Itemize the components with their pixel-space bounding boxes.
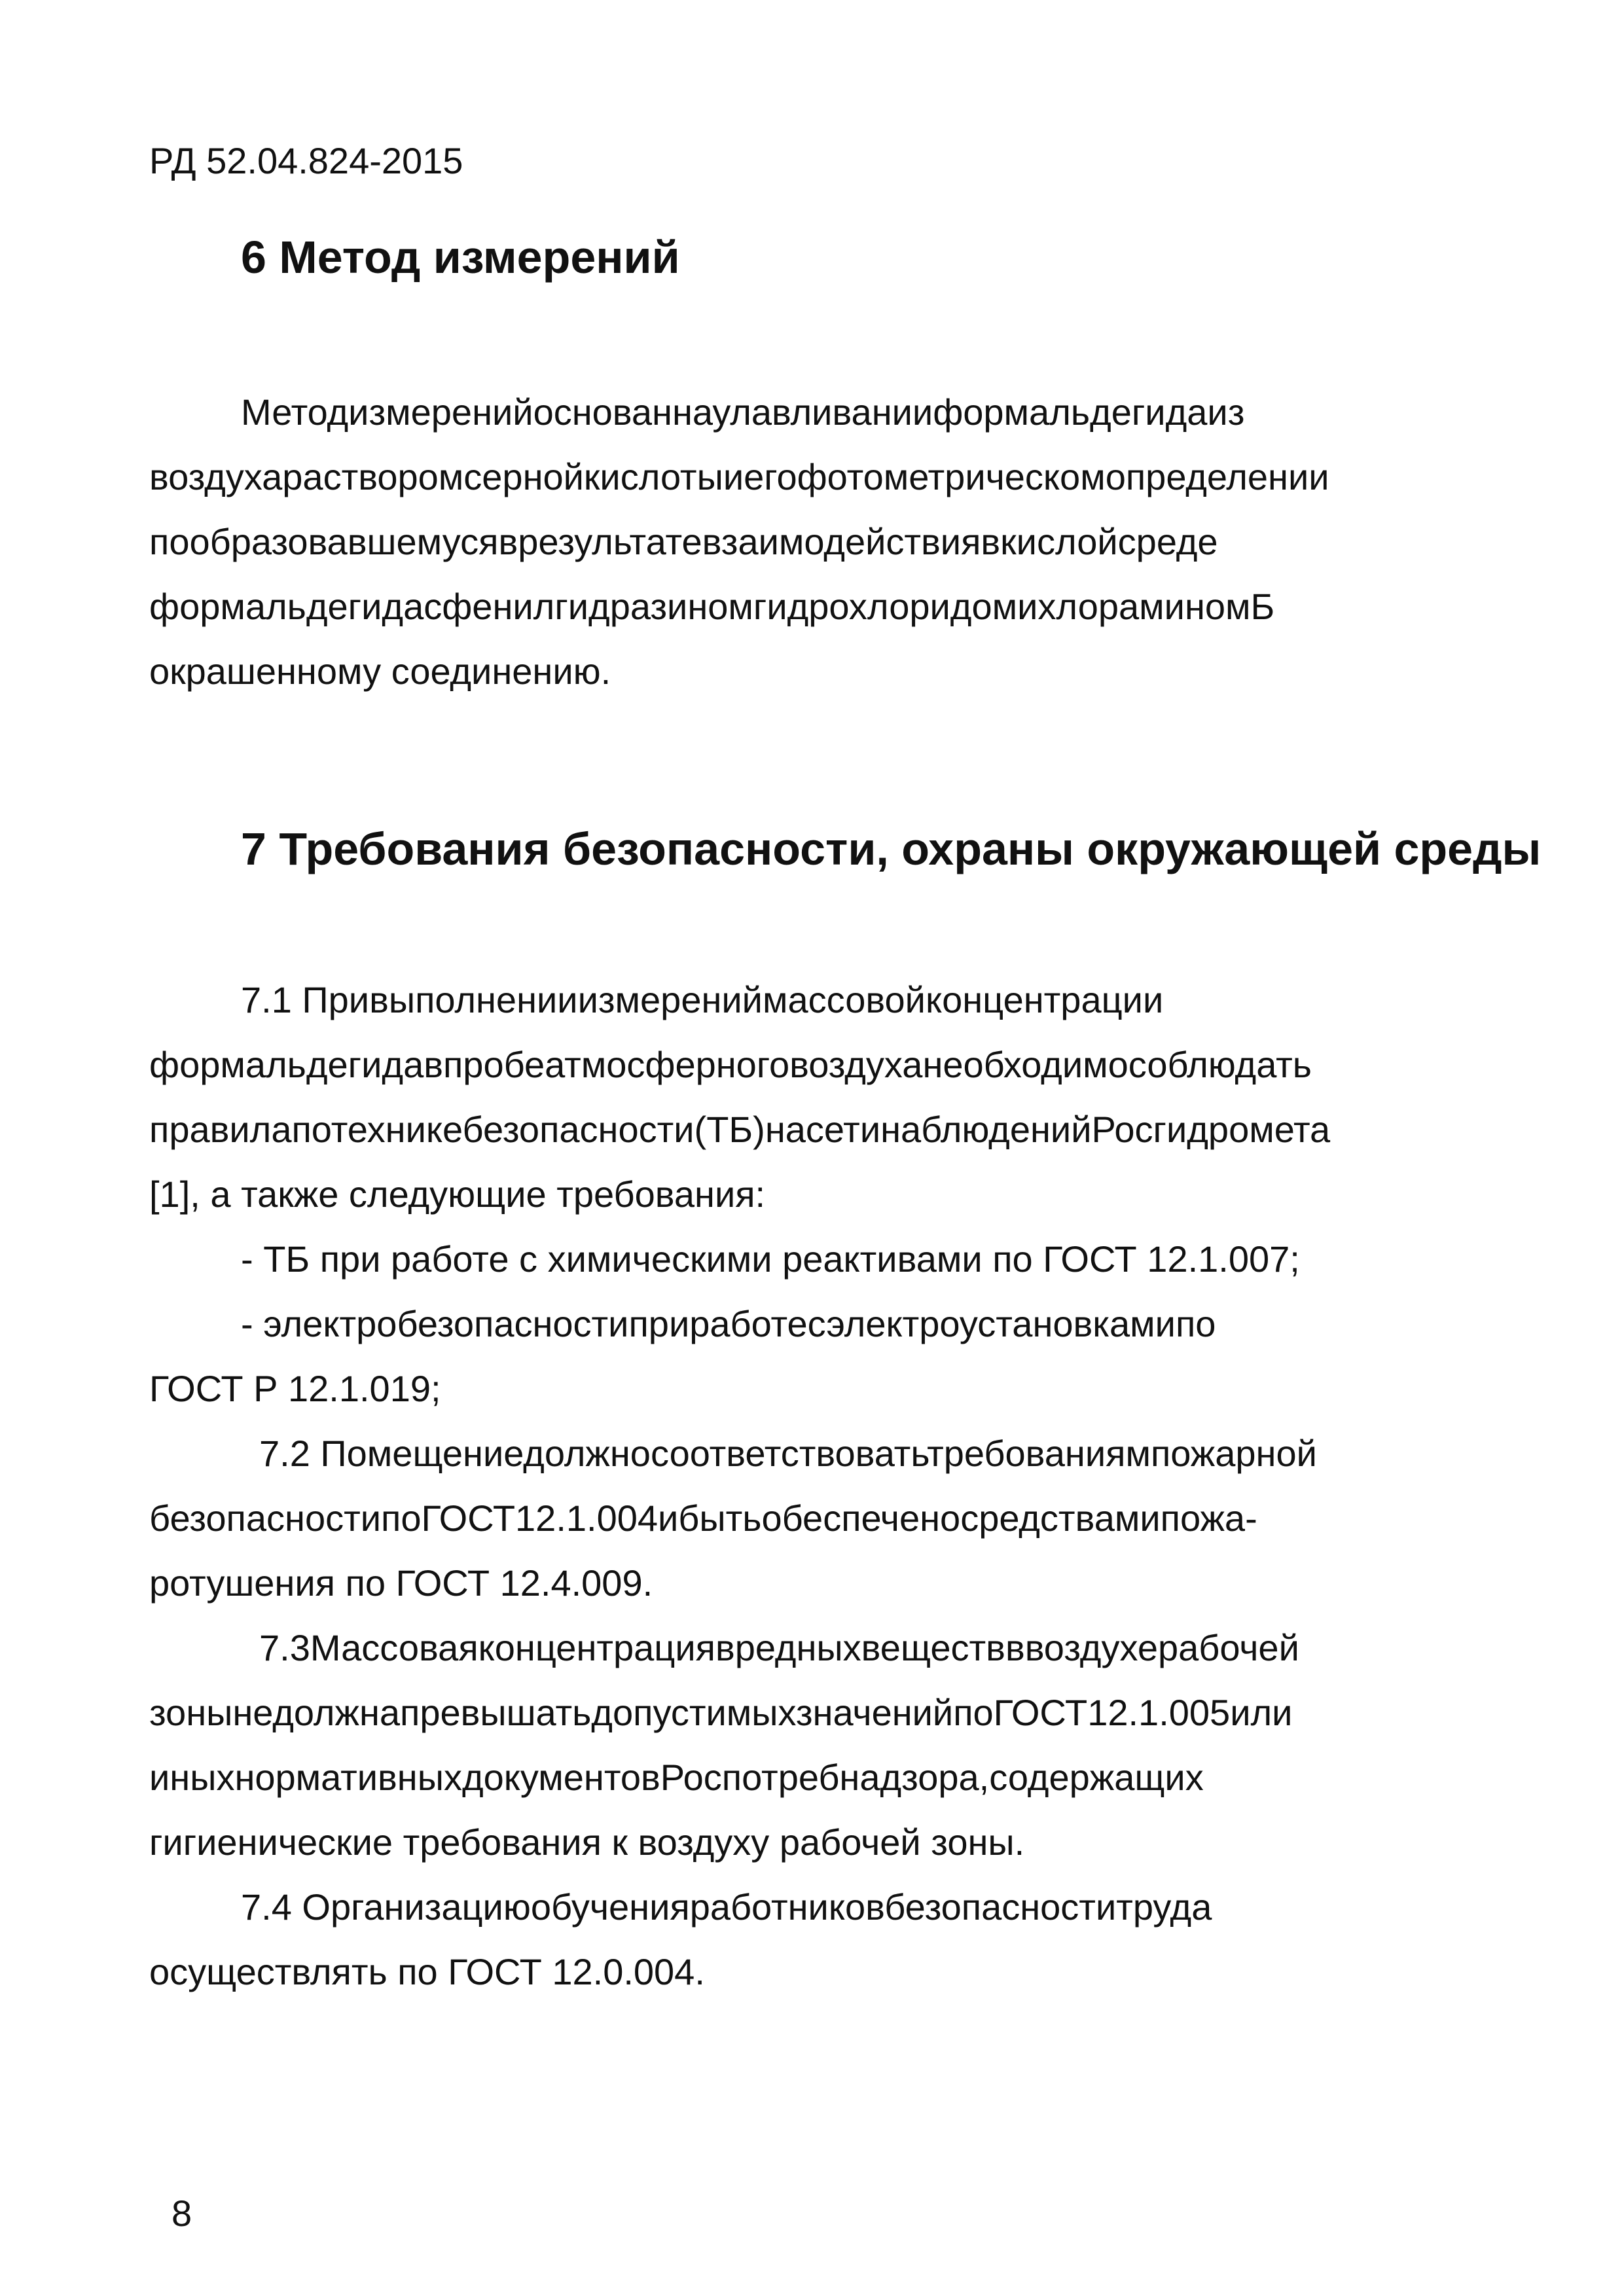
paragraph-7-2-line xyxy=(149,1421,1488,1486)
paragraph-line xyxy=(149,1486,1488,1551)
word: кислой xyxy=(1000,521,1118,562)
word: технике xyxy=(331,1109,463,1150)
word: в xyxy=(1005,1627,1025,1668)
word: - электробезопасности xyxy=(241,1303,629,1344)
word: воздухе xyxy=(1024,1627,1158,1668)
word: ГОСТ xyxy=(421,1498,516,1539)
word: пробе xyxy=(442,1044,545,1085)
word: 7.3 xyxy=(259,1627,310,1668)
word: и xyxy=(723,456,744,497)
word: допустимых xyxy=(591,1692,796,1733)
word: 12.1.005 xyxy=(1087,1692,1231,1733)
word: образовавшемуся xyxy=(189,521,499,562)
word: Росгидромета xyxy=(1091,1109,1331,1150)
paragraph-line: окрашенному соединению. xyxy=(149,651,611,692)
word: не xyxy=(232,1692,273,1733)
word: быть xyxy=(678,1498,762,1539)
word: веществ xyxy=(861,1627,1005,1668)
word: работников xyxy=(689,1886,885,1928)
word: массовой xyxy=(762,979,926,1020)
paragraph-line xyxy=(149,1680,1488,1745)
word: концентрации xyxy=(925,979,1164,1020)
word: должна xyxy=(272,1692,401,1733)
paragraph-line: ГОСТ Р 12.1.019; xyxy=(149,1368,441,1409)
word: фотометрическом xyxy=(797,456,1106,497)
word: взаимодействия xyxy=(702,521,981,562)
section-6-heading: 6 Метод измерений xyxy=(241,232,680,283)
word: и xyxy=(658,1498,679,1539)
word: по xyxy=(1175,1303,1216,1344)
paragraph-line xyxy=(149,380,1488,444)
paragraph-line xyxy=(149,1097,1488,1162)
word: рабочей xyxy=(1157,1627,1299,1668)
word: результате xyxy=(518,521,702,562)
word: измерений xyxy=(577,979,763,1020)
word: раствором xyxy=(282,456,464,497)
word: труда xyxy=(1116,1886,1212,1928)
word: в xyxy=(498,521,518,562)
word: концентрация xyxy=(478,1627,715,1668)
word: и xyxy=(1017,586,1038,627)
word: основан xyxy=(533,391,672,433)
word: работе xyxy=(689,1303,808,1344)
word: 7.1 При xyxy=(241,979,370,1020)
paragraph-line xyxy=(149,1745,1488,1810)
word: требованиям xyxy=(927,1433,1151,1474)
paragraph-line: осуществлять по ГОСТ 12.0.004. xyxy=(149,1951,705,1992)
list-item-electrical xyxy=(149,1291,1488,1356)
word: безопасности xyxy=(149,1498,382,1539)
word: Массовая xyxy=(310,1627,478,1668)
word: 7.2 Помещение xyxy=(259,1433,524,1474)
word: безопасности xyxy=(884,1886,1117,1928)
word: из xyxy=(1207,391,1245,433)
word: содержащих xyxy=(989,1757,1204,1798)
word: обучения xyxy=(530,1886,690,1928)
paragraph-line: [1], а также следующие требования: xyxy=(149,1174,766,1215)
word: соблюдать xyxy=(1128,1044,1312,1085)
word: значений xyxy=(795,1692,954,1733)
word: формальдегида xyxy=(149,586,424,627)
word: его xyxy=(744,456,797,497)
word: по xyxy=(291,1109,331,1150)
word: по xyxy=(381,1498,422,1539)
word: вредных xyxy=(715,1627,861,1668)
paragraph-line xyxy=(149,574,1488,639)
word: выполнении xyxy=(369,979,578,1020)
word: в xyxy=(981,521,1001,562)
paragraph-line: ротушения по ГОСТ 12.4.009. xyxy=(149,1562,653,1604)
word: гидрохлоридом xyxy=(753,586,1018,627)
word: с xyxy=(807,1303,827,1344)
word: Роспотребнадзора, xyxy=(660,1757,990,1798)
word: 7.4 Организацию xyxy=(241,1886,531,1928)
word: по xyxy=(149,521,190,562)
document-code: РД 52.04.824-2015 xyxy=(149,140,463,181)
word: фенилгидразином xyxy=(442,586,753,627)
paragraph-7-4-line xyxy=(149,1874,1488,1939)
word: обеспечено xyxy=(761,1498,961,1539)
word: формальдегида xyxy=(933,391,1208,433)
paragraph-line xyxy=(149,1032,1488,1097)
page-number: 8 xyxy=(171,2193,192,2234)
word: наблюдений xyxy=(880,1109,1092,1150)
paragraph-7-1 xyxy=(149,967,1488,2004)
word: соответствовать xyxy=(650,1433,928,1474)
section-6-paragraph xyxy=(149,380,1488,704)
word: пожарной xyxy=(1150,1433,1317,1474)
word: необходимо xyxy=(922,1044,1128,1085)
section-7-heading: 7 Требования безопасности, охраны окружающей среды xyxy=(241,823,1542,874)
word: с xyxy=(424,586,442,627)
word: по xyxy=(953,1692,994,1733)
list-item-chemicals: - ТБ при работе с химическими реактивами по ГОСТ 12.1.007; xyxy=(241,1238,1300,1280)
word: должно xyxy=(523,1433,651,1474)
word: на xyxy=(672,391,713,433)
word: пожа- xyxy=(1160,1498,1257,1539)
word: Метод xyxy=(241,391,349,433)
word: ГОСТ xyxy=(993,1692,1088,1733)
word: (ТБ) xyxy=(694,1109,765,1150)
word: измерений xyxy=(348,391,533,433)
word: атмосферного xyxy=(545,1044,790,1085)
word: электроустановками xyxy=(826,1303,1176,1344)
word: улавливании xyxy=(712,391,933,433)
paragraph-line xyxy=(149,444,1488,509)
word: превышать xyxy=(400,1692,592,1733)
word: 12.1.004 xyxy=(515,1498,659,1539)
word: кислоты xyxy=(583,456,723,497)
word: сети xyxy=(805,1109,881,1150)
word: хлорамином xyxy=(1038,586,1251,627)
word: на xyxy=(765,1109,806,1150)
word: средствами xyxy=(960,1498,1161,1539)
word: или xyxy=(1230,1692,1293,1733)
paragraph-line: гигиенические требования к воздуху рабочей зоны. xyxy=(149,1821,1025,1863)
word: безопасности xyxy=(462,1109,695,1150)
word: серной xyxy=(463,456,584,497)
word: нормативных xyxy=(234,1757,462,1798)
word: зоны xyxy=(149,1692,233,1733)
paragraph-7-3-line xyxy=(149,1615,1488,1680)
word: определении xyxy=(1105,456,1329,497)
paragraph-line xyxy=(149,509,1488,574)
word: Б xyxy=(1250,586,1275,627)
word: иных xyxy=(149,1757,235,1798)
word: воздуха xyxy=(149,456,283,497)
word: воздуха xyxy=(789,1044,923,1085)
word: при xyxy=(628,1303,690,1344)
word: формальдегида xyxy=(149,1044,424,1085)
paragraph-line xyxy=(149,967,1488,1032)
word: среде xyxy=(1117,521,1218,562)
word: правила xyxy=(149,1109,292,1150)
word: в xyxy=(424,1044,443,1085)
word: документов xyxy=(461,1757,660,1798)
